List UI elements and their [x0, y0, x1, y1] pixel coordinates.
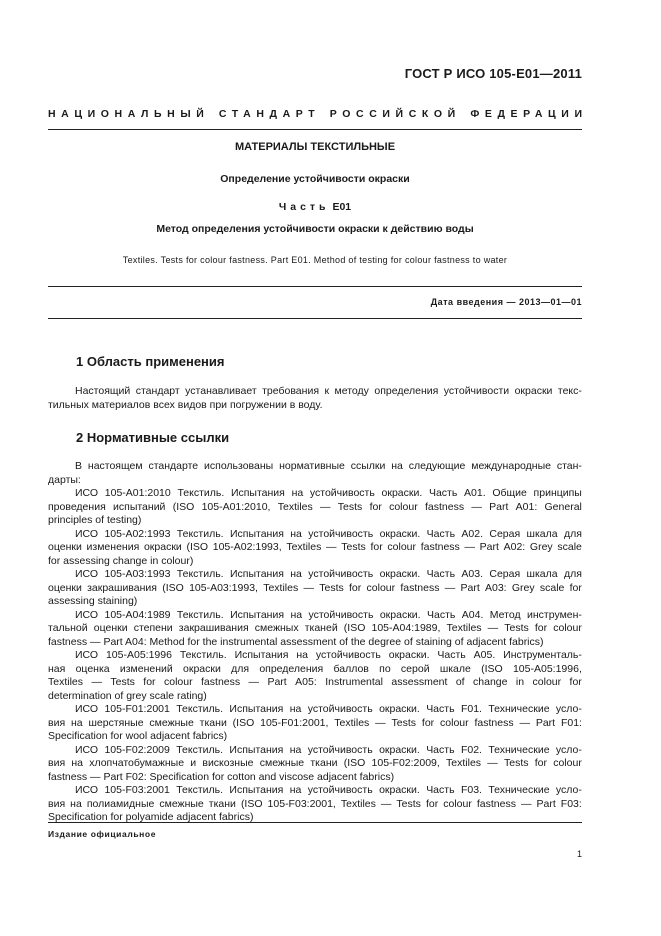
word: Испытания [230, 608, 285, 621]
word: fastness [424, 500, 465, 513]
word: 105-F03:2001, [267, 797, 336, 810]
title-divider [48, 286, 582, 287]
word: оценки [48, 581, 82, 594]
word: Part [479, 541, 499, 553]
word: 105-A02:1993 [104, 527, 171, 540]
word: вия [48, 797, 66, 810]
word: Tests [396, 797, 421, 810]
word: на [290, 568, 302, 580]
word: A01. [464, 487, 486, 499]
word: устойчивость [315, 649, 381, 661]
word: Tests [341, 541, 366, 553]
text-line [48, 663, 582, 677]
word: ткани [310, 757, 338, 769]
banner-word: РОССИЙСКОЙ [329, 108, 461, 120]
word: Textiles [286, 541, 322, 553]
word: A03: [485, 581, 507, 594]
word: смежные [149, 716, 194, 729]
word: устанавливает [185, 385, 257, 397]
word: ИСО [75, 703, 99, 715]
word: — [487, 622, 499, 634]
word: Серая [489, 527, 521, 540]
word: Часть [427, 608, 456, 621]
word: 105-A02:1993, [212, 541, 282, 553]
word: устойчивость [308, 527, 374, 540]
page-number: 1 [576, 849, 582, 859]
word: окраски. [388, 649, 430, 661]
word: Часть [437, 649, 466, 661]
word: смежные [259, 757, 305, 769]
word: colour [443, 797, 472, 810]
word: F03: [560, 797, 582, 810]
word: General [544, 500, 582, 513]
word: Испытания [230, 487, 285, 499]
text-line: for assessing change in colour) [48, 554, 194, 567]
word: — [487, 757, 498, 769]
word: ИСО [75, 784, 99, 796]
word: — [326, 541, 337, 553]
word: 105-A04:1989 [104, 608, 171, 621]
text-line [48, 676, 582, 690]
word: (ISO [162, 581, 184, 594]
title-sub: Определение устойчивости окраски [220, 173, 410, 185]
word: (ISO [232, 716, 255, 729]
word: — [519, 716, 530, 729]
word: шкала [526, 527, 558, 540]
word: Tests [110, 676, 135, 688]
word: — [248, 676, 260, 688]
word: и [190, 757, 197, 769]
word: F01: [560, 716, 582, 729]
banner-word: СТАНДАРТ [218, 108, 321, 120]
word: Текстиль. [176, 784, 224, 796]
word: Textiles [334, 716, 370, 729]
word: устойчивость [309, 487, 375, 499]
word: нормативные [279, 460, 345, 472]
word: Tests [504, 757, 529, 769]
word: — [464, 541, 475, 553]
text-line [48, 609, 582, 623]
word: ссылки [350, 460, 386, 472]
word: of [455, 676, 465, 688]
section-2-heading: 2 Нормативные ссылки [76, 430, 230, 445]
word: требования [262, 385, 319, 397]
footer-divider [48, 822, 582, 823]
word: Tests [391, 716, 417, 729]
word: окраски. [379, 527, 421, 540]
word: Tests [337, 500, 363, 513]
word: Instrumental [325, 676, 383, 688]
word: Текстиль. [176, 743, 224, 756]
banner-word: ФЕДЕРАЦИИ [470, 108, 588, 120]
word: Textiles [340, 797, 376, 810]
word: вия [48, 757, 66, 769]
word: Текстиль. [176, 568, 224, 580]
word: Часть [426, 568, 456, 580]
word: Испытания [234, 649, 289, 661]
word: проведения [48, 500, 106, 513]
word: следующие [408, 460, 466, 472]
word: for [143, 676, 156, 688]
word: change [473, 676, 508, 688]
word: assessment [391, 676, 448, 688]
word: на [290, 608, 303, 621]
word: хлопчатобумажные [89, 757, 185, 769]
word: на [70, 797, 82, 810]
text-line [48, 487, 582, 501]
word: 105-F02:2009, [371, 757, 440, 769]
word: colour [532, 676, 562, 688]
word: A04. [461, 608, 484, 621]
word: (ISO [186, 541, 209, 553]
word: В [75, 460, 83, 472]
word: Настоящий [75, 385, 131, 397]
word: Textiles [277, 500, 313, 513]
word: A01: [515, 500, 538, 513]
word: на [289, 703, 302, 715]
text-line: fastness — Part A04: Method for the instrumental assessment of the degree of staining of adjacent fabrics) [48, 635, 544, 648]
word: for [421, 716, 435, 729]
word: Общие [492, 487, 527, 499]
word: colour [163, 676, 193, 688]
word: Метод [489, 608, 521, 621]
word: Испытания [229, 568, 284, 580]
word: баллов [333, 662, 369, 675]
word: fastness [474, 716, 514, 729]
word: Текстиль. [176, 608, 224, 621]
word: 105-A04:1989, [371, 622, 441, 634]
word: ткани [208, 797, 236, 810]
word: степени [133, 622, 173, 634]
word: for [534, 757, 547, 769]
word: Part [460, 581, 480, 594]
word: ИСО [75, 649, 99, 661]
text-line [48, 541, 582, 555]
word: стан- [556, 460, 582, 472]
word: по [379, 662, 391, 675]
word: F03. [460, 784, 482, 796]
word: 105-A05:1996 [105, 649, 172, 661]
word: устойчивость [307, 703, 373, 715]
word: устойчивости [443, 385, 510, 397]
word: на [391, 460, 403, 472]
word: принципы [533, 487, 582, 499]
word: окраски [183, 662, 221, 675]
word: устойчивость [308, 608, 374, 621]
word: colour [387, 541, 416, 553]
word: Tests [319, 581, 344, 594]
word: на [291, 487, 304, 499]
word: испытаний [113, 500, 166, 513]
word: Part [489, 500, 509, 513]
word: Grey [511, 581, 535, 594]
word: окраски. [381, 487, 423, 499]
word: ИСО [75, 568, 99, 580]
word: для [231, 662, 250, 675]
word: тальной [48, 622, 88, 634]
word: на [289, 743, 302, 756]
word: fastness [201, 676, 241, 688]
text-line [48, 528, 582, 542]
word: Часть [426, 784, 455, 796]
text-line: determination of grey scale rating) [48, 689, 207, 702]
word: ИСО [75, 743, 99, 756]
word: Часть [426, 527, 456, 540]
word: ИСО [75, 487, 99, 499]
word: (ISO [343, 757, 366, 769]
word: Инструменталь- [503, 649, 582, 661]
word: Part [535, 716, 556, 729]
text-line: Specification for polyamide adjacent fabrics) [48, 811, 254, 823]
word: Испытания [229, 527, 284, 540]
word: инструмен- [527, 608, 582, 621]
word: Tests [504, 622, 529, 634]
word: окраски [143, 541, 182, 553]
text-line: assessing staining) [48, 595, 138, 607]
word: fastness [476, 797, 516, 810]
word: тканей [304, 622, 338, 634]
word: смежных [254, 622, 299, 634]
text-line [48, 703, 582, 717]
word: 105-A03:1993, [189, 581, 258, 594]
word: Textiles [446, 757, 482, 769]
word: оценки [93, 622, 128, 634]
word: — [520, 797, 532, 810]
word: Серая [489, 568, 521, 580]
word: in [515, 676, 525, 688]
word: fastness [420, 541, 460, 553]
word: шкале [439, 662, 471, 675]
word: Часть [426, 703, 455, 715]
title-main: МАТЕРИАЛЫ ТЕКСТИЛЬНЫЕ [234, 141, 396, 153]
word: усло- [555, 784, 582, 796]
word: усло- [555, 743, 582, 756]
section-1-heading: 1 Область применения [76, 354, 225, 369]
text-line: Specification for wool adjacent fabrics) [48, 730, 228, 742]
word: Испытания [229, 784, 284, 796]
word: 105-A03:1993 [104, 568, 171, 580]
word: colour [553, 622, 582, 634]
national-standard-banner [48, 108, 588, 120]
word: международные [471, 460, 551, 472]
word: for [534, 622, 548, 634]
word: for [569, 581, 582, 594]
word: — [320, 500, 331, 513]
word: — [303, 581, 314, 594]
word: for [425, 797, 439, 810]
word: устойчивость [308, 568, 374, 580]
document-number: ГОСТ Р ИСО 105-E01—2011 [404, 66, 582, 81]
word: окраски. [379, 568, 421, 580]
official-edition-label: Издание официальное [48, 829, 157, 839]
word: (ISO [481, 662, 503, 675]
word: окраски [514, 385, 553, 397]
word: Textiles [446, 622, 482, 634]
word: A05: [295, 676, 317, 688]
word: серой [400, 662, 430, 675]
word: вия [48, 716, 66, 729]
word: изменений [119, 662, 173, 675]
word: для [563, 568, 582, 580]
word: оценки [48, 541, 82, 553]
word: использованы [204, 460, 274, 472]
word: 105-F01:2001 [104, 703, 170, 715]
word: Текстиль. [177, 487, 225, 499]
word: — [380, 797, 392, 810]
word: для [563, 527, 582, 540]
text-line [48, 649, 582, 663]
word: 105-F01:2001, [260, 716, 329, 729]
word: окраски. [379, 703, 420, 715]
word: F01. [460, 703, 482, 715]
word: for [569, 676, 582, 688]
word: Текстиль. [176, 527, 224, 540]
word: 105-F02:2009 [104, 743, 170, 756]
top-divider [48, 129, 582, 130]
word: изменения [86, 541, 140, 553]
word: на [289, 784, 302, 796]
word: окраски. [379, 743, 420, 756]
text-line: дарты: [48, 473, 81, 486]
word: определения [374, 385, 439, 397]
word: на [296, 649, 309, 661]
word: устойчивость [307, 743, 373, 756]
word: полиамидные [86, 797, 155, 810]
word: Часть [428, 487, 458, 499]
word: — [471, 500, 482, 513]
word: 105-A01:2010, [201, 500, 271, 513]
word: (ISO [172, 500, 195, 513]
section-2-body [48, 460, 582, 825]
word: A05. [473, 649, 496, 661]
word: — [91, 676, 102, 688]
word: закрашивания [178, 622, 249, 634]
word: 105-A05:1996, [512, 662, 582, 675]
text-line [48, 385, 582, 399]
word: Технические [488, 784, 550, 796]
word: 105-F03:2001 [104, 784, 170, 796]
word: оценка [75, 662, 110, 675]
word: шкала [526, 568, 558, 580]
word: fastness [400, 581, 440, 594]
word: окраски. [379, 608, 421, 621]
word: методу [334, 385, 369, 397]
text-line [48, 784, 582, 798]
word: шерстяные [88, 716, 144, 729]
word: for [370, 541, 383, 553]
word: к [324, 385, 330, 397]
word: A02: [503, 541, 526, 553]
title-part [48, 201, 582, 213]
word: colour [440, 716, 469, 729]
part-word: Часть [278, 201, 330, 213]
text-line [48, 744, 582, 758]
text-line [48, 568, 582, 582]
word: — [444, 581, 456, 594]
word: стандарт [135, 385, 180, 397]
word: Grey [529, 541, 553, 553]
word: F02. [460, 743, 482, 756]
word: на [71, 757, 83, 769]
text-line [48, 460, 582, 474]
word: ткани [199, 716, 227, 729]
text-line [48, 798, 582, 812]
word: на [71, 716, 83, 729]
banner-word: НАЦИОНАЛЬНЫЙ [48, 108, 210, 120]
part-code: E01 [332, 201, 352, 213]
word: — [375, 716, 386, 729]
word: Технические [488, 743, 550, 756]
word: Испытания [229, 743, 284, 756]
date-divider [48, 318, 582, 319]
word: закрашивания [87, 581, 157, 594]
word: colour [366, 581, 396, 594]
word: for [349, 581, 362, 594]
word: Part [536, 797, 556, 810]
word: Технические [488, 703, 550, 715]
title-method: Метод определения устойчивости окраски к действию воды [156, 223, 474, 235]
title-english: Textiles. Tests for colour fastness. Part E01. Method of testing for colour fastness to water [122, 255, 508, 265]
text-line: тильных материалов всех видов при погружении в воду. [48, 398, 323, 411]
word: A02. [461, 527, 484, 540]
word: текс- [557, 385, 582, 397]
word: определения [259, 662, 324, 675]
word: A03. [461, 568, 484, 580]
section-1-body [48, 385, 582, 412]
text-line [48, 622, 582, 636]
text-line [48, 582, 582, 596]
word: вискозные [202, 757, 254, 769]
word: for [369, 500, 382, 513]
word: Испытания [229, 703, 284, 715]
text-line [48, 757, 582, 771]
word: окраски. [379, 784, 420, 796]
word: ИСО [75, 527, 99, 540]
text-line [48, 717, 582, 731]
word: scale [539, 581, 565, 594]
word: colour [553, 757, 582, 769]
word: (ISO [240, 797, 263, 810]
text-line: principles of testing) [48, 514, 142, 526]
word: ная [48, 662, 66, 675]
word: scale [557, 541, 582, 553]
word: смежные [159, 797, 204, 810]
word: стандарте [148, 460, 199, 472]
text-line: fastness — Part F02: Specification for cotton and viscose adjacent fabrics) [48, 770, 395, 783]
word: 105-A01:2010 [104, 487, 171, 499]
word: усло- [555, 703, 582, 715]
word: Textiles [263, 581, 299, 594]
word: (ISO [343, 622, 366, 634]
word: устойчивость [307, 784, 373, 796]
word: Текстиль. [176, 703, 224, 715]
word: на [290, 527, 302, 540]
text-line [48, 501, 582, 515]
word: настоящем [87, 460, 143, 472]
word: Текстиль. [179, 649, 227, 661]
word: Textiles [48, 676, 84, 688]
word: colour [389, 500, 418, 513]
word: Part [267, 676, 287, 688]
introduction-date: Дата введения — 2013—01—01 [430, 297, 582, 307]
word: Часть [426, 743, 455, 756]
word: ИСО [75, 608, 99, 621]
